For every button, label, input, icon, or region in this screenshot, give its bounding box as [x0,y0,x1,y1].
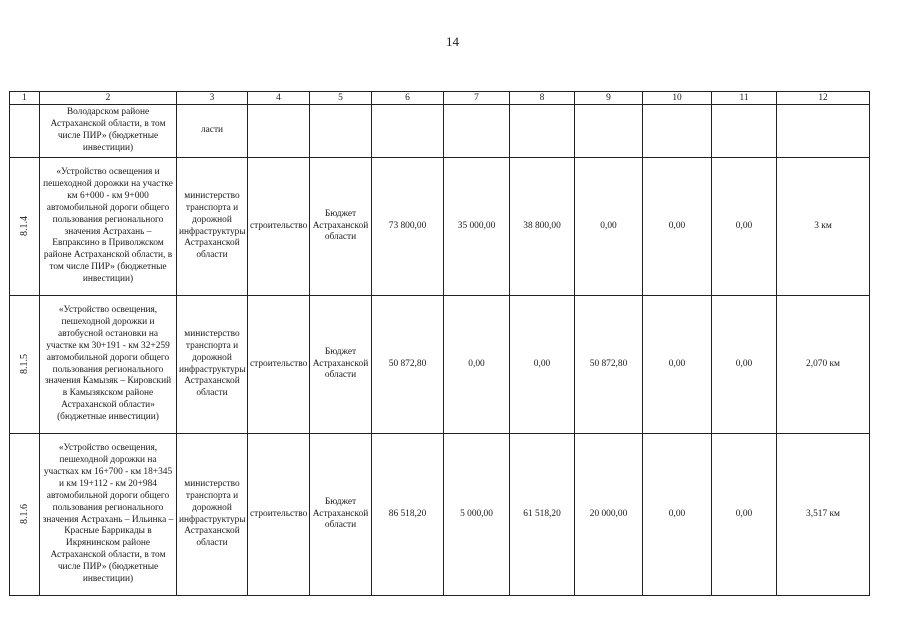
column-header: 8 [510,92,575,105]
page-number: 14 [446,34,459,49]
value-cell: 0,00 [712,434,777,596]
column-header: 7 [444,92,510,105]
row-number-cell [10,296,40,434]
column-header: 12 [777,92,870,105]
table-row [10,296,870,434]
row-number: 8.1.5 [18,354,30,374]
object-name-cell: Володарском районе Астраханской области, в том числе ПИР» (бюджетные инвестиции) [40,105,177,158]
column-header: 4 [248,92,310,105]
header-row [10,92,870,105]
value-cell: 73 800,00 [372,158,444,296]
column-header: 6 [372,92,444,105]
result-cell: 2,070 км [777,296,870,434]
object-name-cell: «Устройство освещения, пешеходной дорожки и автобусной остановки на участке км 30+191 - км 32+259 автомобильной дороги общего пользования регионального значения Камызяк – Кировский в Камызякском районе Астраханской области» (бюджетные инвестиции) [40,296,177,434]
value-cell [372,105,444,158]
value-cell: 0,00 [643,296,712,434]
value-cell: 50 872,80 [575,296,643,434]
work-type-cell: строительство [248,158,310,296]
executor-cell: министерство транспорта и дорожной инфраструктуры Астраханской области [177,296,248,434]
value-cell: 0,00 [643,158,712,296]
value-cell: 0,00 [643,434,712,596]
value-cell: 0,00 [510,296,575,434]
object-name-cell: «Устройство освещения, пешеходной дорожки на участках км 16+700 - км 18+345 и км 19+112 - км 20+984 автомобильной дороги общего пользования регионального значения Астрахань – Ильинка – Красные Баррикады в Икрянинском районе Астраханской области, в том числе ПИР» (бюджетные инвестиции) [40,434,177,596]
column-header: 5 [310,92,372,105]
table-row [10,158,870,296]
value-cell: 38 800,00 [510,158,575,296]
executor-cell: министерство транспорта и дорожной инфраструктуры Астраханской области [177,158,248,296]
column-header: 10 [643,92,712,105]
value-cell: 0,00 [712,296,777,434]
row-number-cell [10,105,40,158]
executor-cell: ласти [177,105,248,158]
work-type-cell: строительство [248,434,310,596]
value-cell: 0,00 [712,158,777,296]
row-number-cell [10,158,40,296]
work-type-cell [248,105,310,158]
value-cell [510,105,575,158]
value-cell: 86 518,20 [372,434,444,596]
column-header: 2 [40,92,177,105]
funding-source-cell: Бюджет Астраханской области [310,158,372,296]
value-cell: 35 000,00 [444,158,510,296]
funding-source-cell [310,105,372,158]
value-cell: 20 000,00 [575,434,643,596]
value-cell: 5 000,00 [444,434,510,596]
executor-cell: министерство транспорта и дорожной инфраструктуры Астраханской области [177,434,248,596]
column-header: 9 [575,92,643,105]
value-cell: 61 518,20 [510,434,575,596]
result-cell: 3,517 км [777,434,870,596]
value-cell [643,105,712,158]
row-number-cell [10,434,40,596]
object-name-cell: «Устройство освещения и пешеходной дорожки на участке км 6+000 - км 9+000 автомобильной дороги общего пользования регионального значения Астрахань – Евпраксино в Приволжском районе Астраханской области, в том числе ПИР» (бюджетные инвестиции) [40,158,177,296]
row-number: 8.1.4 [18,216,30,236]
column-header: 11 [712,92,777,105]
funding-source-cell: Бюджет Астраханской области [310,434,372,596]
value-cell [712,105,777,158]
value-cell [575,105,643,158]
row-number: 8.1.6 [18,504,30,524]
value-cell: 0,00 [444,296,510,434]
table-row [10,105,870,158]
value-cell: 0,00 [575,158,643,296]
result-cell: 3 км [777,158,870,296]
work-type-cell: строительство [248,296,310,434]
value-cell [444,105,510,158]
table-row [10,434,870,596]
budget-table [9,91,870,596]
column-header: 1 [10,92,40,105]
funding-source-cell: Бюджет Астраханской области [310,296,372,434]
result-cell [777,105,870,158]
column-header: 3 [177,92,248,105]
value-cell: 50 872,80 [372,296,444,434]
